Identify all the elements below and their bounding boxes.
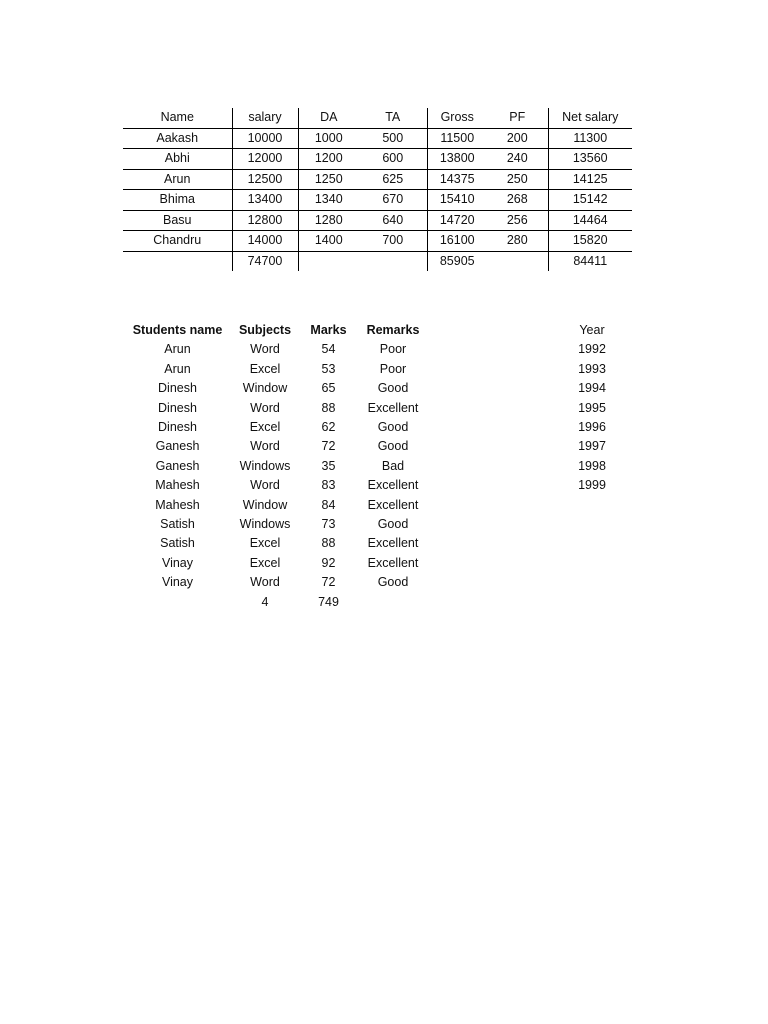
- table-cell: Basu: [123, 210, 232, 231]
- total-cell: 85905: [439, 253, 475, 268]
- table-cell: 11500: [427, 128, 487, 149]
- header-cell: salary: [232, 108, 298, 128]
- table-cell: 65: [321, 381, 336, 396]
- table-cell: 1280: [298, 210, 359, 231]
- table-row: [123, 379, 427, 398]
- table-cell: 256: [487, 210, 548, 231]
- table-cell: 15410: [427, 190, 487, 211]
- table-cell: Bad: [381, 458, 405, 473]
- table-cell: Arun: [164, 342, 191, 357]
- table-cell: 200: [487, 128, 548, 149]
- table-cell: Mahesh: [155, 478, 200, 493]
- table-cell: Aakash: [123, 128, 232, 149]
- header-cell: Gross: [427, 108, 487, 128]
- table-cell: 1000: [298, 128, 359, 149]
- table-cell: 15142: [548, 190, 632, 211]
- table-cell: 88: [321, 536, 336, 551]
- table-cell: 12800: [232, 210, 298, 231]
- table-cell: 14125: [548, 169, 632, 190]
- total-cell: [123, 251, 232, 271]
- table-cell: Poor: [379, 342, 407, 357]
- table-cell: Dinesh: [158, 420, 197, 435]
- table-cell: 62: [321, 420, 336, 435]
- table-cell: 88: [321, 400, 336, 415]
- table-cell: 14000: [232, 231, 298, 252]
- table-cell: 53: [321, 361, 336, 376]
- table-cell: Excel: [249, 361, 281, 376]
- salary-totals-row: [123, 251, 632, 271]
- header-cell: Marks: [310, 323, 347, 337]
- year-cell: 1993: [578, 361, 606, 376]
- header-cell: Net salary: [548, 108, 632, 128]
- table-row: [123, 515, 427, 534]
- table-cell: Excellent: [367, 497, 419, 512]
- table-cell: Bhima: [123, 190, 232, 211]
- table-cell: 14464: [548, 210, 632, 231]
- year-cell: 1996: [578, 420, 606, 435]
- table-row: [123, 573, 427, 592]
- table-cell: Word: [250, 575, 280, 590]
- table-cell: Windows: [239, 458, 291, 473]
- year-cell: 1999: [578, 478, 606, 493]
- table-cell: 73: [321, 517, 336, 532]
- table-cell: 670: [359, 190, 427, 211]
- table-cell: Abhi: [123, 149, 232, 170]
- table-cell: Vinay: [161, 555, 194, 570]
- total-cell: 74700: [232, 251, 298, 271]
- table-cell: 15820: [548, 231, 632, 252]
- table-cell: Good: [377, 575, 409, 590]
- table-cell: Excel: [249, 555, 281, 570]
- students-totals-row: [123, 593, 427, 612]
- table-row: [123, 476, 427, 495]
- table-cell: Window: [242, 381, 288, 396]
- salary-header-row: [123, 108, 632, 128]
- table-cell: 13400: [232, 190, 298, 211]
- table-cell: Excellent: [367, 555, 419, 570]
- year-cell: 1992: [578, 342, 606, 357]
- table-row: [123, 554, 427, 573]
- table-cell: Good: [377, 517, 409, 532]
- table-cell: Satish: [160, 517, 195, 532]
- students-table: [123, 321, 427, 612]
- table-cell: 14375: [427, 169, 487, 190]
- header-cell: TA: [359, 108, 427, 128]
- table-cell: 92: [321, 555, 336, 570]
- year-column: [552, 321, 632, 496]
- table-cell: Word: [250, 478, 280, 493]
- table-cell: 12500: [232, 169, 298, 190]
- table-cell: 640: [359, 210, 427, 231]
- table-cell: 16100: [427, 231, 487, 252]
- table-cell: Excellent: [367, 478, 419, 493]
- header-cell: DA: [298, 108, 359, 128]
- table-cell: 625: [359, 169, 427, 190]
- table-cell: 72: [321, 575, 336, 590]
- table-cell: 72: [321, 439, 336, 454]
- table-cell: 83: [321, 478, 336, 493]
- table-cell: 12000: [232, 149, 298, 170]
- table-cell: Chandru: [123, 231, 232, 252]
- year-cell: 1998: [578, 458, 606, 473]
- table-cell: 250: [487, 169, 548, 190]
- table-cell: 700: [359, 231, 427, 252]
- table-cell: 240: [487, 149, 548, 170]
- table-row: [123, 169, 632, 190]
- total-cell: 84411: [573, 253, 608, 268]
- students-header-row: [123, 321, 427, 340]
- table-cell: Word: [250, 342, 280, 357]
- year-cell: 1995: [578, 400, 606, 415]
- total-cell: [359, 593, 427, 612]
- table-cell: 280: [487, 231, 548, 252]
- header-cell: Name: [123, 108, 232, 128]
- table-row: [123, 190, 632, 211]
- table-cell: Excellent: [367, 536, 419, 551]
- table-cell: 600: [359, 149, 427, 170]
- table-cell: Good: [377, 381, 409, 396]
- table-cell: Ganesh: [155, 439, 200, 454]
- header-cell: PF: [487, 108, 548, 128]
- table-cell: Excellent: [367, 400, 419, 415]
- table-row: [123, 418, 427, 437]
- year-header: Year: [579, 323, 605, 337]
- table-row: [123, 360, 427, 379]
- table-row: [123, 128, 632, 149]
- table-row: [123, 149, 632, 170]
- year-cell: 1997: [578, 439, 606, 454]
- table-cell: 84: [321, 497, 336, 512]
- table-cell: Good: [377, 420, 409, 435]
- table-cell: 1250: [298, 169, 359, 190]
- table-row: [123, 340, 427, 359]
- table-cell: Word: [250, 439, 280, 454]
- table-row: [123, 231, 632, 252]
- table-cell: Dinesh: [158, 381, 197, 396]
- table-cell: 1400: [298, 231, 359, 252]
- table-cell: Dinesh: [158, 400, 197, 415]
- table-row: [123, 457, 427, 476]
- total-cell: 749: [318, 594, 339, 609]
- table-cell: 54: [321, 342, 336, 357]
- salary-table: [123, 108, 632, 271]
- total-cell: [359, 251, 427, 271]
- table-cell: Arun: [164, 361, 191, 376]
- table-row: [123, 399, 427, 418]
- table-cell: 1340: [298, 190, 359, 211]
- table-cell: Mahesh: [155, 497, 200, 512]
- table-cell: Word: [250, 400, 280, 415]
- table-cell: 14720: [427, 210, 487, 231]
- header-cell: Remarks: [366, 323, 420, 337]
- total-cell: [487, 251, 548, 271]
- table-cell: 13800: [427, 149, 487, 170]
- table-cell: Arun: [123, 169, 232, 190]
- total-cell: 4: [261, 594, 269, 609]
- table-cell: 10000: [232, 128, 298, 149]
- table-cell: Good: [377, 439, 409, 454]
- table-cell: Excel: [249, 420, 281, 435]
- table-cell: Window: [242, 497, 288, 512]
- table-cell: Poor: [379, 361, 407, 376]
- table-row: [123, 496, 427, 515]
- table-cell: 500: [359, 128, 427, 149]
- table-cell: 1200: [298, 149, 359, 170]
- header-cell: Students name: [132, 323, 223, 337]
- table-cell: 11300: [548, 128, 632, 149]
- table-cell: 268: [487, 190, 548, 211]
- header-cell: Subjects: [238, 323, 292, 337]
- total-cell: [123, 593, 232, 612]
- year-cell: 1994: [578, 381, 606, 396]
- table-cell: 13560: [548, 149, 632, 170]
- total-cell: [298, 251, 359, 271]
- table-cell: Excel: [249, 536, 281, 551]
- table-cell: Satish: [160, 536, 195, 551]
- table-cell: 35: [321, 458, 336, 473]
- table-cell: Vinay: [161, 575, 194, 590]
- table-row: [123, 534, 427, 553]
- table-row: [123, 210, 632, 231]
- table-cell: Ganesh: [155, 458, 200, 473]
- table-cell: Windows: [239, 517, 291, 532]
- table-row: [123, 437, 427, 456]
